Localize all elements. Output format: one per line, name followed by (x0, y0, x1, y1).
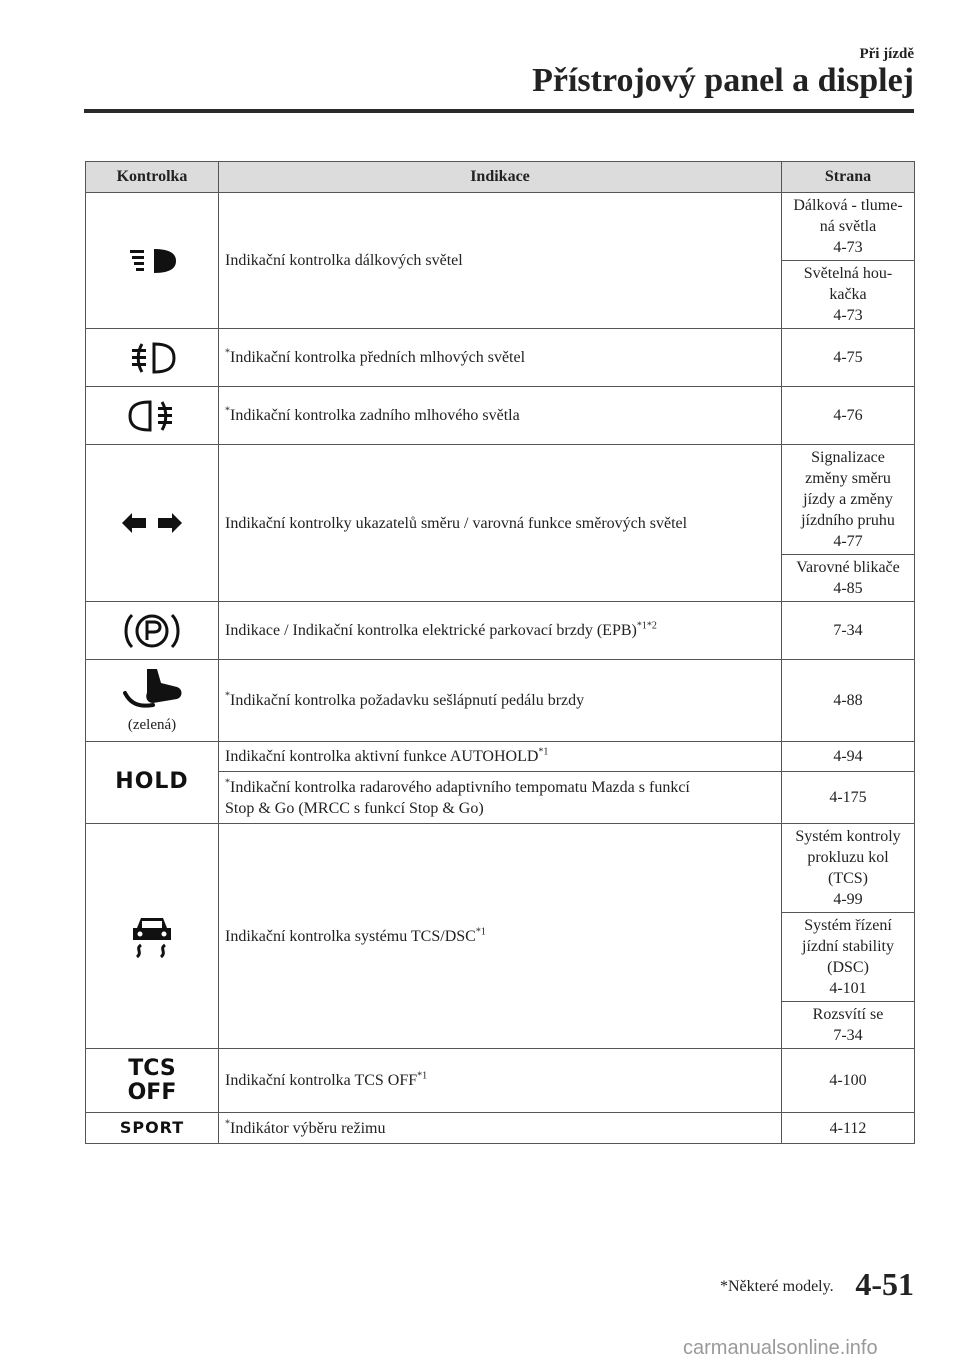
brake-pedal-foot-icon (117, 665, 187, 711)
icon-cell (86, 193, 219, 329)
rear-fog-light-icon (124, 396, 180, 436)
table-row (86, 445, 915, 555)
section-name: Při jízdě (859, 46, 914, 62)
icon-cell (86, 602, 219, 660)
page-cell: 4-76 (782, 387, 915, 445)
watermark: carmanualsonline.info (683, 1337, 878, 1359)
description-cell: *Indikátor výběru režimu (219, 1113, 782, 1144)
table-row (86, 660, 915, 742)
icon-cell (86, 1113, 219, 1144)
tcs-dsc-skid-icon (127, 912, 177, 960)
header-indikace: Indikace (219, 162, 782, 193)
icon-cell (86, 329, 219, 387)
page-cell: 4-88 (782, 660, 915, 742)
turn-signal-icon (120, 510, 184, 536)
icon-caption: (zelená) (127, 717, 177, 733)
table-row (86, 387, 915, 445)
page-cell: Systém řízení jízdní stability (DSC) 4-101 (782, 913, 915, 1002)
page-title: Přístrojový panel a displej (532, 62, 914, 99)
table-row (86, 329, 915, 387)
page-cell: 4-175 (782, 772, 915, 824)
sport-mode-icon: SPORT (119, 1118, 185, 1137)
header-kontrolka: Kontrolka (86, 162, 219, 193)
page-cell: 4-112 (782, 1113, 915, 1144)
description-cell: *Indikační kontrolka požadavku sešlápnutí pedálu brzdy (219, 660, 782, 742)
page-cell: 4-75 (782, 329, 915, 387)
tcs-off-icon: TCS OFF (127, 1055, 177, 1105)
table-header-row (86, 162, 915, 193)
description-cell: Indikační kontrolka dálkových světel (219, 193, 782, 329)
icon-cell (86, 387, 219, 445)
description-cell: Indikační kontrolka aktivní funkce AUTOHOLD$^{*1}$ (219, 742, 782, 772)
high-beam-icon (124, 244, 180, 278)
front-fog-light-icon (124, 338, 180, 378)
icon-cell (86, 1049, 219, 1113)
description-cell: *Indikační kontrolka předních mlhových světel (219, 329, 782, 387)
indicator-table (85, 161, 915, 1144)
table-row (86, 742, 915, 772)
hold-icon: HOLD (115, 769, 189, 794)
page-cell: Signalizace změny směru jízdy a změny jízdního pruhu 4-77 (782, 445, 915, 555)
icon-cell (86, 742, 219, 824)
page-cell: 4-100 (782, 1049, 915, 1113)
table-row (86, 602, 915, 660)
table-row (86, 1049, 915, 1113)
icon-cell (86, 660, 219, 742)
footnote: *Některé modely. (720, 1278, 834, 1295)
page-cell: Dálková - tlume- ná světla 4-73 (782, 193, 915, 261)
page-cell: Systém kontroly prokluzu kol (TCS) 4-99 (782, 824, 915, 913)
table-row (86, 1113, 915, 1144)
icon-cell (86, 445, 219, 602)
page-cell: Světelná hou- kačka 4-73 (782, 261, 915, 329)
parking-brake-icon (120, 607, 184, 655)
table-row (86, 824, 915, 913)
page-cell: 7-34 (782, 602, 915, 660)
description-cell: Indikační kontrolky ukazatelů směru / varovná funkce směrových světel (219, 445, 782, 602)
page-cell: Varovné blikače 4-85 (782, 555, 915, 602)
description-cell: Indikační kontrolka TCS OFF$^{*1}$ (219, 1049, 782, 1113)
page-cell: Rozsvítí se 7-34 (782, 1002, 915, 1049)
header-strana: Strana (782, 162, 915, 193)
title-rule (84, 109, 914, 113)
description-cell: *Indikační kontrolka zadního mlhového světla (219, 387, 782, 445)
table-row (86, 193, 915, 261)
page-cell: 4-94 (782, 742, 915, 772)
description-cell: *Indikační kontrolka radarového adaptivního tempomatu Mazda s funkcí Stop & Go (MRCC s funkcí Stop & Go) (219, 772, 782, 824)
icon-cell (86, 824, 219, 1049)
description-cell: Indikace / Indikační kontrolka elektrické parkovací brzdy (EPB)$^{*1*2}$ (219, 602, 782, 660)
description-cell: Indikační kontrolka systému TCS/DSC$^{*1}$ (219, 824, 782, 1049)
page-number: 4-51 (855, 1266, 914, 1302)
